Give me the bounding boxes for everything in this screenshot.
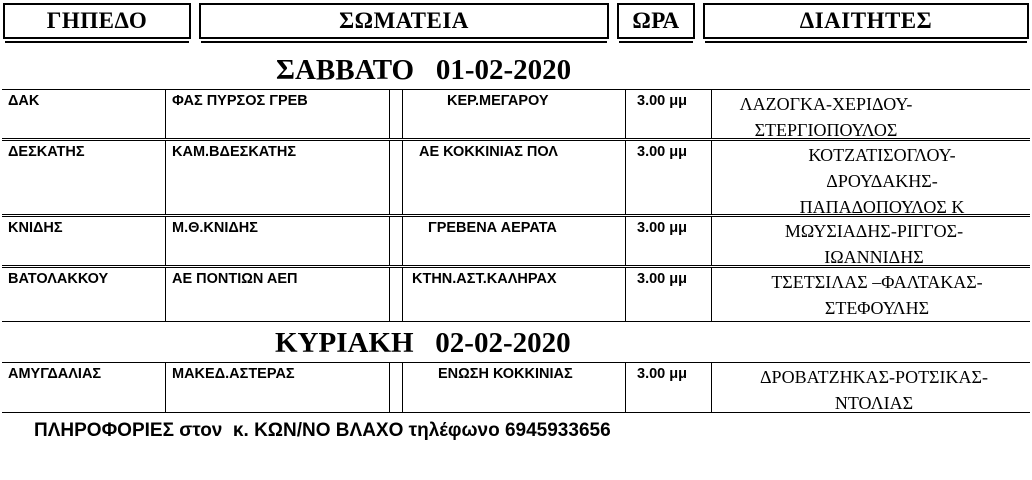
header-time <box>617 3 695 39</box>
header-clubs-label: ΣΩΜΑΤΕΙΑ <box>339 8 469 33</box>
referee-line: ΚΟΤΖΑΤΙΣΟΓΛΟΥ- <box>808 145 956 165</box>
header-time-label: ΩΡΑ <box>632 8 680 33</box>
time-cell: 3.00 μμ <box>637 366 687 382</box>
stadium-cell: ΒΑΤΟΛΑΚΚΟΥ <box>8 271 109 287</box>
referee-line: ΛΑΖΟΓΚΑ-ΧΕΡΙΔΟΥ- <box>739 94 913 114</box>
home-team-cell: Μ.Θ.ΚΝΙΔΗΣ <box>172 220 258 236</box>
referees-cell <box>742 269 1012 321</box>
table-row <box>2 216 1030 266</box>
header-referees-label: ΔΙΑΙΤΗΤΕΣ <box>799 8 933 33</box>
table-row <box>2 140 1030 215</box>
referee-line: ΣΤΕΦΟΥΛΗΣ <box>824 298 930 318</box>
header-stadium <box>3 3 191 39</box>
referee-line: ΤΣΕΤΣΙΛΑΣ –ΦΑΛΤΑΚΑΣ- <box>771 272 983 292</box>
away-team-cell: ΓΡΕΒΕΝΑ ΑΕΡΑΤΑ <box>428 220 557 236</box>
referee-line: ΙΩΑΝΝΙΔΗΣ <box>824 247 924 267</box>
day-title-sunday: ΚΥΡΙΑΚΗ 02-02-2020 <box>275 327 571 359</box>
contact-info: ΠΛΗΡΟΦΟΡΙΕΣ στον κ. ΚΩΝ/ΝΟ ΒΛΑΧΟ τηλέφωνο 6945933656 <box>34 420 611 441</box>
home-team-cell: ΑΕ ΠΟΝΤΙΩΝ ΑΕΠ <box>172 271 298 287</box>
away-team-cell: ΑΕ ΚΟΚΚΙΝΙΑΣ ΠΟΛ <box>419 144 558 160</box>
table-row <box>2 362 1030 413</box>
referee-line: ΔΡΟΒΑΤΖΗΚΑΣ-ΡΟΤΣΙΚΑΣ- <box>759 367 988 387</box>
referees-cell <box>724 364 1024 416</box>
stadium-cell: ΚΝΙΔΗΣ <box>8 220 63 236</box>
referees-cell <box>754 218 994 270</box>
header-clubs <box>199 3 609 39</box>
day-title-saturday: ΣΑΒΒΑΤΟ 01-02-2020 <box>276 54 572 86</box>
time-cell: 3.00 μμ <box>637 144 687 160</box>
time-cell: 3.00 μμ <box>637 220 687 236</box>
stadium-cell: ΔΕΣΚΑΤΗΣ <box>8 144 85 160</box>
time-cell: 3.00 μμ <box>637 271 687 287</box>
referee-line: ΜΩΥΣΙΑΔΗΣ-ΡΙΓΓΟΣ- <box>784 221 964 241</box>
referee-line: ΠΑΠΑΔΟΠΟΥΛΟΣ Κ <box>799 197 965 217</box>
referees-cell <box>752 142 1012 220</box>
referee-line: ΝΤΟΛΙΑΣ <box>834 393 914 413</box>
table-row <box>2 89 1030 139</box>
referee-line: ΣΤΕΡΓΙΟΠΟΥΛΟΣ <box>754 120 898 140</box>
referee-line: ΔΡΟΥΔΑΚΗΣ- <box>826 171 938 191</box>
time-cell: 3.00 μμ <box>637 93 687 109</box>
header-stadium-label: ΓΗΠΕΔΟ <box>46 8 148 33</box>
stadium-cell: ΔΑΚ <box>8 93 40 109</box>
header-referees <box>703 3 1029 39</box>
away-team-cell: ΕΝΩΣΗ ΚΟΚΚΙΝΙΑΣ <box>438 366 573 382</box>
table-row <box>2 267 1030 322</box>
home-team-cell: ΜΑΚΕΔ.ΑΣΤΕΡΑΣ <box>172 366 295 382</box>
away-team-cell: ΚΕΡ.ΜΕΓΑΡΟΥ <box>447 93 549 109</box>
away-team-cell: ΚΤΗΝ.ΑΣΤ.ΚΑΛΗΡΑΧ <box>412 271 557 287</box>
home-team-cell: ΚΑΜ.ΒΔΕΣΚΑΤΗΣ <box>172 144 297 160</box>
stadium-cell: ΑΜΥΓΔΑΛΙΑΣ <box>8 366 102 382</box>
referees-cell <box>713 91 939 143</box>
home-team-cell: ΦΑΣ ΠΥΡΣΟΣ ΓΡΕΒ <box>172 93 308 109</box>
